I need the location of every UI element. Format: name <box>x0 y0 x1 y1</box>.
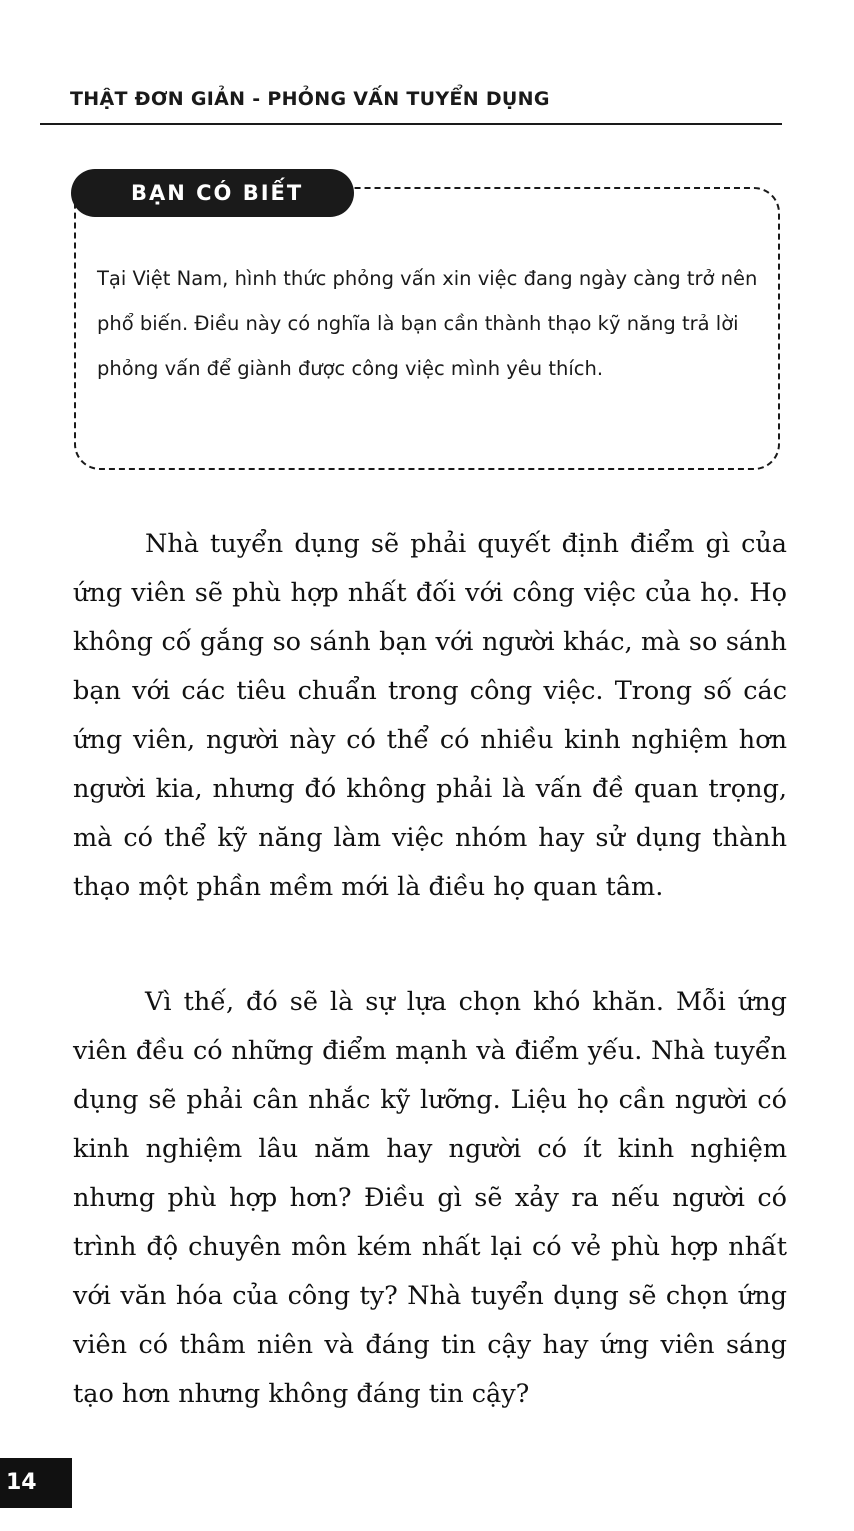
running-header: THẬT ĐƠN GIẢN - PHỎNG VẤN TUYỂN DỤNG <box>70 88 550 110</box>
page-number: 14 <box>0 1458 72 1508</box>
header-divider <box>40 123 782 125</box>
body-paragraph: Nhà tuyển dụng sẽ phải quyết định điểm gì của ứng viên sẽ phù hợp nhất đối với công việc của họ. Họ không cố gắng so sánh bạn với người khác, mà so sánh bạn với các tiêu chuẩn trong công việc. Trong số các ứng viên, người này có thể có nhiều kinh nghiệm hơn người kia, nhưng đó không phải là vấn đề quan trọng, mà có thể kỹ năng làm việc nhóm hay sử dụng thành thạo một phần mềm mới là điều họ quan tâm. <box>73 529 787 902</box>
callout-text: Tại Việt Nam, hình thức phỏng vấn xin việc đang ngày càng trở nên phổ biến. Điều này có nghĩa là bạn cần thành thạo kỹ năng trả lời phỏng vấn để giành được công việc mình yêu thích. <box>97 267 758 380</box>
body-paragraph: Vì thế, đó sẽ là sự lựa chọn khó khăn. Mỗi ứng viên đều có những điểm mạnh và điểm yếu. Nhà tuyển dụng sẽ phải cân nhắc kỹ lưỡng. Liệu họ cần người có kinh nghiệm lâu năm hay người có ít kinh nghiệm nhưng phù hợp hơn? Điều gì sẽ xảy ra nếu người có trình độ chuyên môn kém nhất lại có vẻ phù hợp nhất với văn hóa của công ty? Nhà tuyển dụng sẽ chọn ứng viên có thâm niên và đáng tin cậy hay ứng viên sáng tạo hơn nhưng không đáng tin cậy? <box>73 987 787 1409</box>
callout-label: BẠN CÓ BIẾT <box>71 169 354 217</box>
